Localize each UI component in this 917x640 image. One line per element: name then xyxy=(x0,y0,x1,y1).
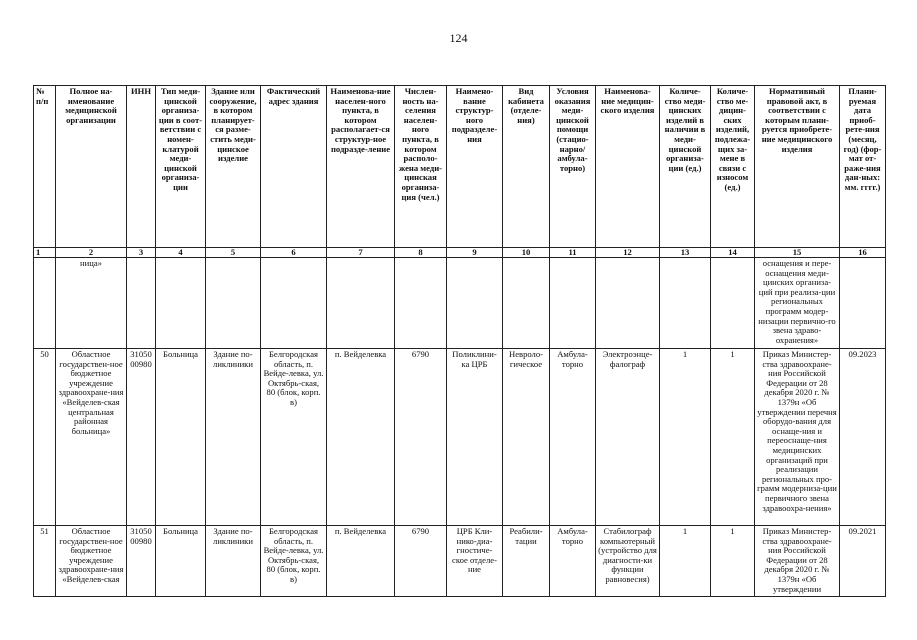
address xyxy=(261,258,327,349)
organization-name: Областное государствен-ное бюджетное учреждение здравоохране-ния «Вейделев-ская xyxy=(56,526,127,597)
population: 6790 xyxy=(395,526,447,597)
device-name xyxy=(596,258,660,349)
replacement-count: 1 xyxy=(711,526,755,597)
header-cell: ИНН xyxy=(127,86,156,248)
population: 6790 xyxy=(395,349,447,526)
planned-date: 09.2023 xyxy=(840,349,886,526)
inn xyxy=(127,258,156,349)
column-number: 9 xyxy=(447,248,503,258)
header-cell: Фактический адрес здания xyxy=(261,86,327,248)
header-cell: Количе-ство меди-цинских изделий в наличии в меди-цинской организа-ции (ед.) xyxy=(660,86,711,248)
table-row xyxy=(34,526,886,597)
replacement-count: 1 xyxy=(711,349,755,526)
header-cell: № п/п xyxy=(34,86,56,248)
division: ЦРБ Кли-нико-диа-гностиче-ское отделе-ние xyxy=(447,526,503,597)
header-cell: Наименова-ние населен-ного пункта, в котором располагает-ся структур-ное подразде-ление xyxy=(327,86,395,248)
page-number: 124 xyxy=(449,31,468,45)
department xyxy=(503,258,550,349)
organization-name: Областное государствен-ное бюджетное учреждение здравоохране-ния «Вейделев-ская центральная районная больница» xyxy=(56,349,127,526)
column-number-row xyxy=(34,248,886,258)
header-cell: Условия оказания меди-цинской помощи (стацио-нарно/ амбула-торно) xyxy=(550,86,596,248)
inn: 3105000980 xyxy=(127,349,156,526)
header-cell: Полное на-именование медицинской организации xyxy=(56,86,127,248)
column-number: 5 xyxy=(206,248,261,258)
header-cell: Числен-ность на-селения населен-ного пункта, в котором располо-жена меди-цинская организа-ция (чел.) xyxy=(395,86,447,248)
row-number: 51 xyxy=(34,526,56,597)
header-cell: Наименова-ние медицин-ского изделия xyxy=(596,86,660,248)
device-count: 1 xyxy=(660,349,711,526)
organization-type: Больница xyxy=(156,526,206,597)
device-name: Стабилограф компьютерный (устройство для диагности-ки функции равновесия) xyxy=(596,526,660,597)
building: Здание по-ликлиники xyxy=(206,349,261,526)
device-count: 1 xyxy=(660,526,711,597)
column-number: 3 xyxy=(127,248,156,258)
column-number: 11 xyxy=(550,248,596,258)
column-number: 10 xyxy=(503,248,550,258)
column-number: 1 xyxy=(34,248,56,258)
planned-date: 09.2021 xyxy=(840,526,886,597)
table-row xyxy=(34,258,886,349)
row-number xyxy=(34,258,56,349)
column-number: 12 xyxy=(596,248,660,258)
column-number: 4 xyxy=(156,248,206,258)
replacement-count xyxy=(711,258,755,349)
header-cell: Наимено-вание структур-ного подразделе-ния xyxy=(447,86,503,248)
column-number: 8 xyxy=(395,248,447,258)
population xyxy=(395,258,447,349)
building: Здание по-ликлиники xyxy=(206,526,261,597)
legal-act: оснащения и пере-оснащения меди-цинских организа-ций при реализа-ции региональных программ модер-низации первично-го звена здраво-охранения» xyxy=(755,258,840,349)
organization-type xyxy=(156,258,206,349)
organization-type: Больница xyxy=(156,349,206,526)
header-cell: Нормативный правовой акт, в соответствии с которым плани-руется приобрете-ние медицинского изделия xyxy=(755,86,840,248)
header-cell: Количе-ство ме-дицин-ских изделий, подлежа-щих за-мене в связи с износом (ед.) xyxy=(711,86,755,248)
device-count xyxy=(660,258,711,349)
column-number: 6 xyxy=(261,248,327,258)
department: Невроло-гическое xyxy=(503,349,550,526)
care-conditions xyxy=(550,258,596,349)
division: Поликлини-ка ЦРБ xyxy=(447,349,503,526)
header-row xyxy=(34,86,886,248)
care-conditions: Амбула-торно xyxy=(550,349,596,526)
header-cell: Здание или сооружение, в котором планирует-ся разме-стить меди-цинское изделие xyxy=(206,86,261,248)
header-cell: Вид кабинета (отделе-ния) xyxy=(503,86,550,248)
column-number: 7 xyxy=(327,248,395,258)
address: Белгородская область, п. Вейде-левка, ул. Октябрь-ская, 80 (блок, корп. в) xyxy=(261,526,327,597)
legal-act: Приказ Министер-ства здравоохране-ния Российской Федерации от 28 декабря 2020 г. № 1379н «Об утверждении xyxy=(755,526,840,597)
column-number: 15 xyxy=(755,248,840,258)
building xyxy=(206,258,261,349)
settlement: п. Вейделевка xyxy=(327,526,395,597)
address: Белгородская область, п. Вейде-левка, ул. Октябрь-ская, 80 (блок, корп. в) xyxy=(261,349,327,526)
division xyxy=(447,258,503,349)
department: Реабили-тации xyxy=(503,526,550,597)
settlement: п. Вейделевка xyxy=(327,349,395,526)
planned-date xyxy=(840,258,886,349)
row-number: 50 xyxy=(34,349,56,526)
legal-act: Приказ Министер-ства здравоохране-ния Российской Федерации от 28 декабря 2020 г. № 1379н «Об утверждении перечня оборудо-вания для оснаще-ния и переоснаще-ния медицинских организаций при реализации региональных про-грамм модерниза-ции первичного звена здравоохра-нения» xyxy=(755,349,840,526)
settlement xyxy=(327,258,395,349)
care-conditions: Амбула-торно xyxy=(550,526,596,597)
column-number: 14 xyxy=(711,248,755,258)
inn: 3105000980 xyxy=(127,526,156,597)
header-cell: Плани-руемая дата приоб-рете-ния (месяц, год) (фор-мат от-раже-ния дан-ных: мм. гггг.) xyxy=(840,86,886,248)
column-number: 2 xyxy=(56,248,127,258)
organization-name: ница» xyxy=(56,258,127,349)
header-cell: Тип меди-цинской организа-ции в соот-ветствии с номен-клатурой меди-цинской организа-ции xyxy=(156,86,206,248)
medical-equipment-table xyxy=(33,85,886,597)
table-row xyxy=(34,349,886,526)
column-number: 16 xyxy=(840,248,886,258)
device-name: Электроэнце-фалограф xyxy=(596,349,660,526)
column-number: 13 xyxy=(660,248,711,258)
